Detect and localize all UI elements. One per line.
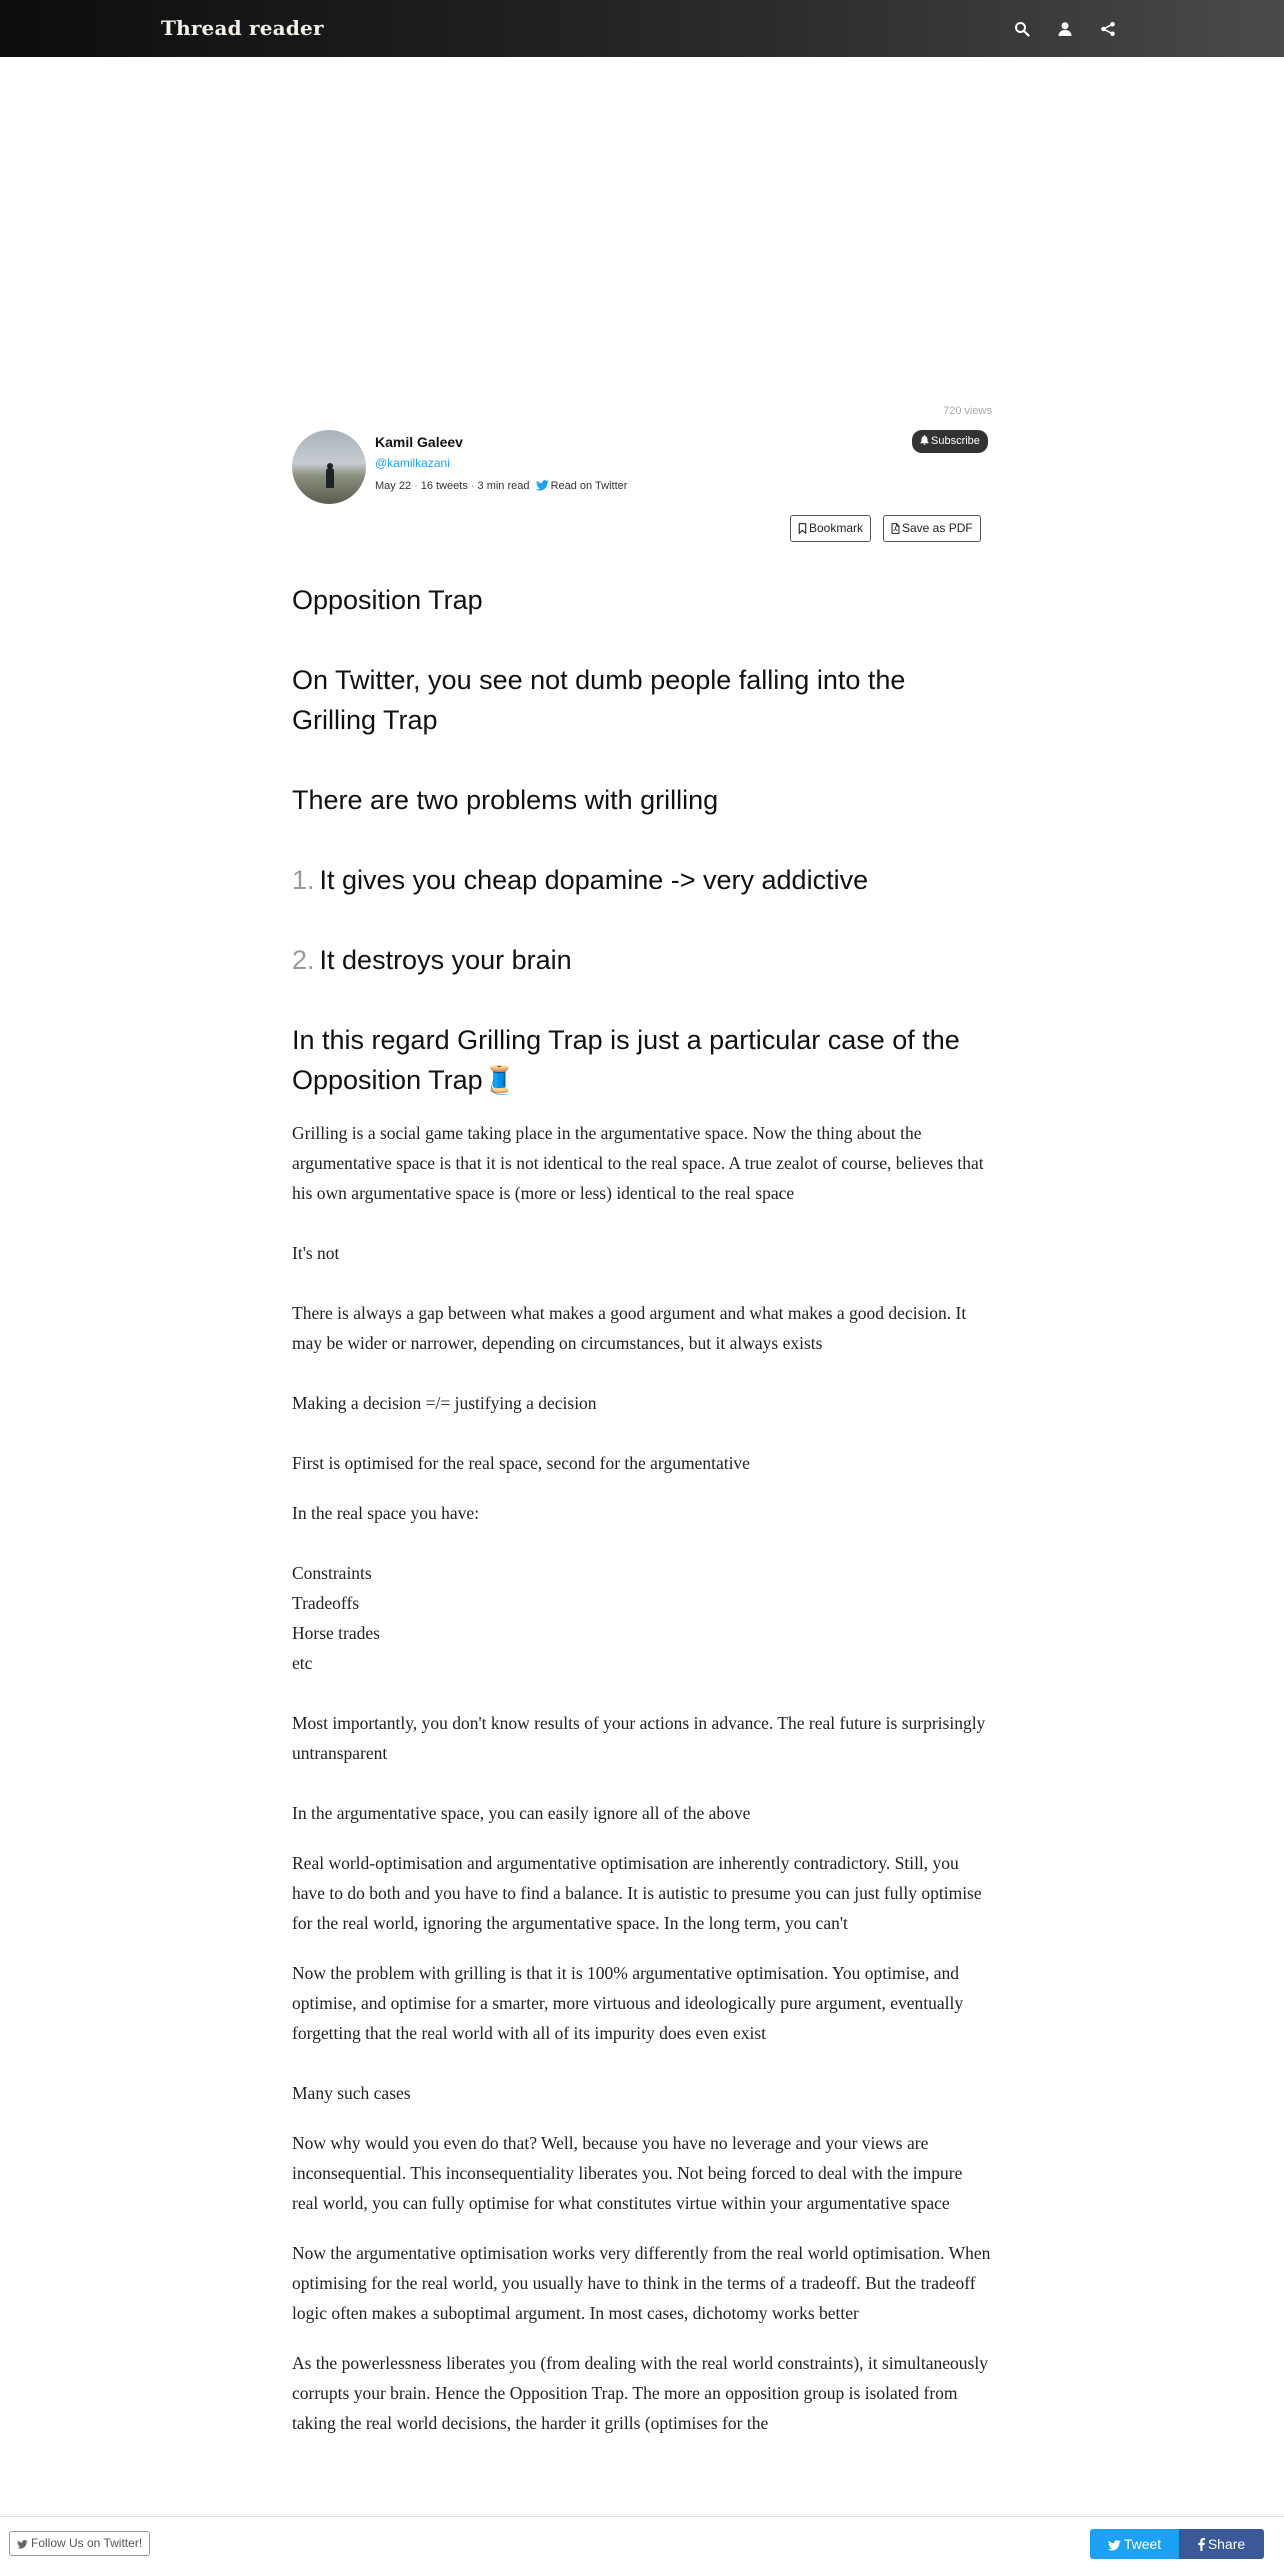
view-count: 720 views <box>943 405 992 417</box>
tweet-heading: On Twitter, you see not dumb people falling into the Grilling Trap <box>292 665 906 735</box>
list-line: etc <box>292 1653 313 1673</box>
read-time: 3 min read <box>477 480 530 492</box>
list-line: Constraints <box>292 1563 372 1583</box>
tweet-paragraph: Now the argumentative optimisation works very differently from the real world optimisation. When optimising for the real world, you usually have to think in the terms of a tradeoff. But the tradeoff logic often makes a suboptimal argument. In most cases, dichotomy works better <box>292 2243 991 2323</box>
tweet-paragraph: In the argumentative space, you can easily ignore all of the above <box>292 1803 751 1823</box>
facebook-icon <box>1198 2538 1205 2551</box>
tweet-paragraph: It's not <box>292 1243 340 1263</box>
twitter-bird-icon <box>536 480 549 494</box>
tweet-paragraph: In the real space you have: <box>292 1503 480 1523</box>
tweet-heading: Opposition Trap <box>292 585 483 615</box>
subscribe-label: Subscribe <box>931 435 980 447</box>
search-icon[interactable] <box>1011 18 1033 40</box>
follow-label: Follow Us on Twitter! <box>31 2536 143 2550</box>
user-icon[interactable] <box>1054 18 1076 40</box>
tweet-heading: There are two problems with grilling <box>292 785 719 815</box>
tweet-paragraph: As the powerlessness liberates you (from dealing with the real world constraints), it simultaneously corrupts your brain. Hence the Opposition Trap. The more an opposition group is isolated from taking the real world decisions, the harder it grills (optimises for the <box>292 2353 988 2433</box>
list-line: Tradeoffs <box>292 1593 360 1613</box>
save-pdf-button[interactable] <box>883 515 981 542</box>
tweet-paragraph: Making a decision =/= justifying a decision <box>292 1393 597 1413</box>
list-line: Horse trades <box>292 1623 380 1643</box>
tweet-count: 16 tweets <box>420 480 468 492</box>
tweet-paragraph: Many such cases <box>292 2083 411 2103</box>
list-item-text: It destroys your brain <box>319 945 572 975</box>
tweet-paragraph: First is optimised for the real space, second for the argumentative <box>292 1453 750 1473</box>
bookmark-icon <box>798 523 807 534</box>
tweet-paragraph: Now why would you even do that? Well, because you have no leverage and your views are inconsequential. This inconsequentiality liberates you. Not being forced to deal with the impure real world, you can fully optimise for what constitutes virtue within your argumentative space <box>292 2133 963 2213</box>
pdf-icon <box>891 523 900 534</box>
tweet-list-item <box>292 860 992 900</box>
list-number: 2. <box>292 945 315 975</box>
subscribe-button[interactable] <box>912 430 988 453</box>
bookmark-button[interactable] <box>790 515 871 542</box>
save-pdf-label: Save as PDF <box>902 521 973 535</box>
bell-icon <box>920 435 929 445</box>
tweet-paragraph: Most importantly, you don't know results of your actions in advance. The real future is surprisingly untransparent <box>292 1713 986 1763</box>
share-label: Share <box>1207 2536 1246 2552</box>
tweet-paragraph: Real world-optimisation and argumentative optimisation are inherently contradictory. Still, you have to do both and you have to find a balance. It is autistic to presume you can just fully optimise for the real world, ignoring the argumentative space. In the long term, you can't <box>292 1853 982 1933</box>
tweet-paragraph: Now the problem with grilling is that it is 100% argumentative optimisation. You optimise, and optimise, and optimise for a smarter, more virtuous and ideologically pure argument, eventually forgetting that the real world with all of its impurity does even exist <box>292 1963 964 2043</box>
top-navbar <box>0 0 1284 57</box>
author-name[interactable]: Kamil Galeev <box>375 434 463 450</box>
brand-logo[interactable] <box>161 16 324 40</box>
tweet-list-item <box>292 940 992 980</box>
facebook-share-button[interactable] <box>1179 2529 1264 2559</box>
bottom-share-bar <box>0 2516 1284 2568</box>
follow-us-button[interactable] <box>9 2531 150 2556</box>
list-item-text: It gives you cheap dopamine -> very addictive <box>319 865 869 895</box>
bookmark-label: Bookmark <box>809 521 864 535</box>
tweet-paragraph: There is always a gap between what makes a good argument and what makes a good decision. It may be wider or narrower, depending on circumstances, but it always exists <box>292 1303 967 1353</box>
list-number: 1. <box>292 865 315 895</box>
read-on-twitter-link[interactable]: Read on Twitter <box>550 480 628 492</box>
brand-thread: Thread <box>161 16 242 40</box>
tweet-label: Tweet <box>1123 2536 1162 2552</box>
thread-content <box>292 580 992 2458</box>
author-handle[interactable]: @kamilkazani <box>375 456 450 470</box>
twitter-bird-icon <box>1108 2540 1121 2551</box>
avatar[interactable] <box>292 430 366 504</box>
tweet-list <box>292 1558 992 1678</box>
share-icon[interactable] <box>1097 18 1119 40</box>
tweet-paragraph: Grilling is a social game taking place in the argumentative space. Now the thing about the argumentative space is that it is not identical to the real space. A true zealot of course, believes that his own argumentative space is (more or less) identical to the real space <box>292 1123 984 1203</box>
thread-date: May 22 <box>375 480 412 492</box>
thread-meta: May 22 · 16 tweets · 3 min read Read on Twitter <box>375 480 628 492</box>
brand-reader: reader <box>249 16 324 40</box>
tweet-heading: In this regard Grilling Trap is just a particular case of the Opposition Trap🧵 <box>292 1025 960 1095</box>
twitter-bird-icon <box>17 2540 28 2549</box>
tweet-button[interactable] <box>1090 2529 1179 2559</box>
